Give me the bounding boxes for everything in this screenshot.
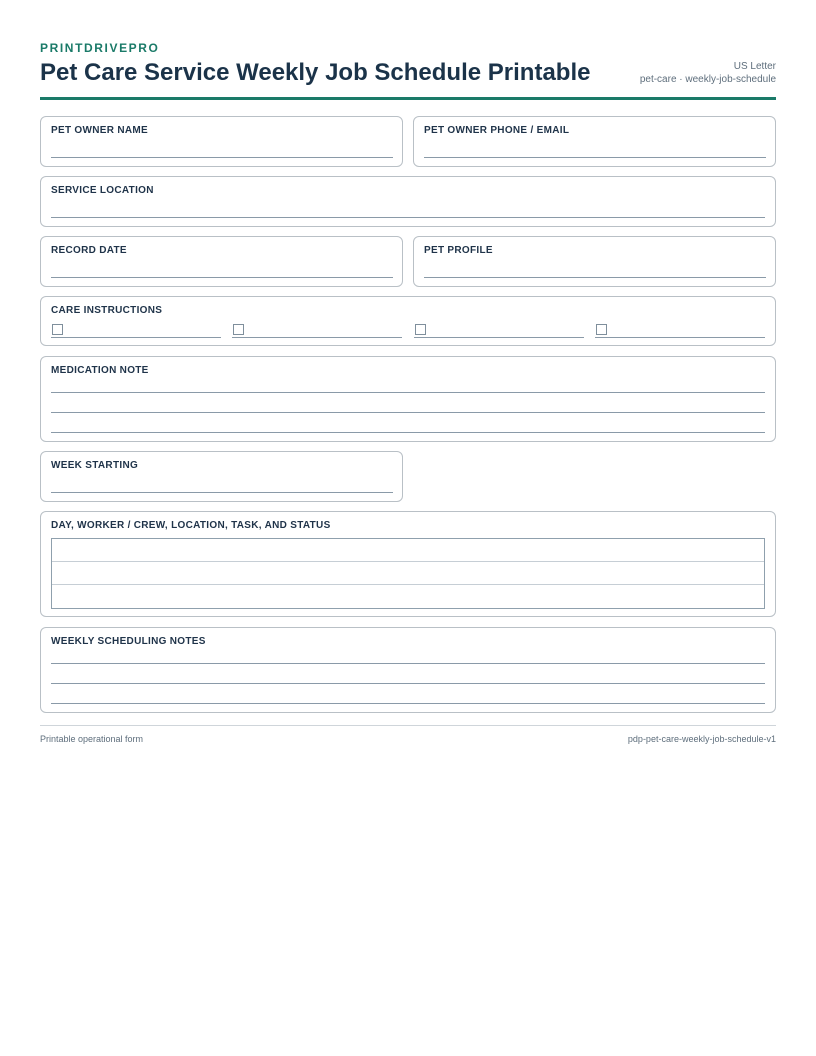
week-starting-field[interactable] bbox=[40, 451, 403, 502]
medication-note-line-1[interactable] bbox=[51, 392, 765, 393]
care-checkbox-1[interactable] bbox=[52, 324, 63, 335]
care-instructions-label: CARE INSTRUCTIONS bbox=[51, 305, 163, 316]
document-slug: pet-care · weekly-job-schedule bbox=[639, 74, 776, 85]
medication-note-line-3[interactable] bbox=[51, 432, 765, 433]
document-meta bbox=[640, 60, 776, 86]
brand-name: PRINTDRIVEPRO bbox=[40, 41, 160, 55]
weekly-notes-line-2[interactable] bbox=[51, 683, 765, 684]
service-location-field[interactable] bbox=[40, 176, 776, 227]
care-item-line-2[interactable] bbox=[232, 337, 402, 338]
care-instructions-field bbox=[40, 296, 776, 346]
medication-note-line-2[interactable] bbox=[51, 412, 765, 413]
table-row[interactable] bbox=[52, 562, 764, 585]
medication-note-field[interactable] bbox=[40, 356, 776, 442]
owner-name-label: PET OWNER NAME bbox=[51, 125, 148, 136]
record-date-input-line[interactable] bbox=[51, 277, 393, 278]
owner-contact-label: PET OWNER PHONE / EMAIL bbox=[424, 125, 570, 136]
owner-name-input-line[interactable] bbox=[51, 157, 393, 158]
record-date-label: RECORD DATE bbox=[51, 245, 127, 256]
owner-contact-input-line[interactable] bbox=[424, 157, 766, 158]
footer-left-text: Printable operational form bbox=[40, 734, 144, 744]
medication-note-label: MEDICATION NOTE bbox=[51, 365, 149, 376]
week-starting-input-line[interactable] bbox=[51, 492, 393, 493]
footer-form-id: pdp-pet-care-weekly-job-schedule-v1 bbox=[627, 734, 776, 744]
pet-profile-input-line[interactable] bbox=[424, 277, 766, 278]
schedule-table bbox=[51, 538, 765, 609]
weekly-notes-label: WEEKLY SCHEDULING NOTES bbox=[51, 636, 206, 647]
weekly-notes-line-3[interactable] bbox=[51, 703, 765, 704]
footer-rule bbox=[40, 725, 776, 726]
table-row[interactable] bbox=[52, 539, 764, 562]
weekly-notes-line-1[interactable] bbox=[51, 663, 765, 664]
record-date-field[interactable] bbox=[40, 236, 403, 287]
care-checkbox-3[interactable] bbox=[415, 324, 426, 335]
header-rule bbox=[40, 97, 776, 100]
care-checkbox-4[interactable] bbox=[596, 324, 607, 335]
weekly-notes-field[interactable] bbox=[40, 627, 776, 713]
page-title: Pet Care Service Weekly Job Schedule Printable bbox=[40, 59, 591, 86]
schedule-table-label: DAY, WORKER / CREW, LOCATION, TASK, AND STATUS bbox=[51, 520, 331, 531]
schedule-table-section bbox=[40, 511, 776, 617]
care-item-line-1[interactable] bbox=[51, 337, 221, 338]
care-item-line-3[interactable] bbox=[414, 337, 584, 338]
care-item-line-4[interactable] bbox=[595, 337, 765, 338]
paper-size-label: US Letter bbox=[733, 61, 776, 72]
pet-profile-label: PET PROFILE bbox=[424, 245, 493, 256]
owner-contact-field[interactable] bbox=[413, 116, 776, 167]
pet-profile-field[interactable] bbox=[413, 236, 776, 287]
service-location-label: SERVICE LOCATION bbox=[51, 185, 154, 196]
care-checkbox-2[interactable] bbox=[233, 324, 244, 335]
week-starting-label: WEEK STARTING bbox=[51, 460, 139, 471]
owner-name-field[interactable] bbox=[40, 116, 403, 167]
service-location-input-line[interactable] bbox=[51, 217, 765, 218]
table-row[interactable] bbox=[52, 585, 764, 608]
